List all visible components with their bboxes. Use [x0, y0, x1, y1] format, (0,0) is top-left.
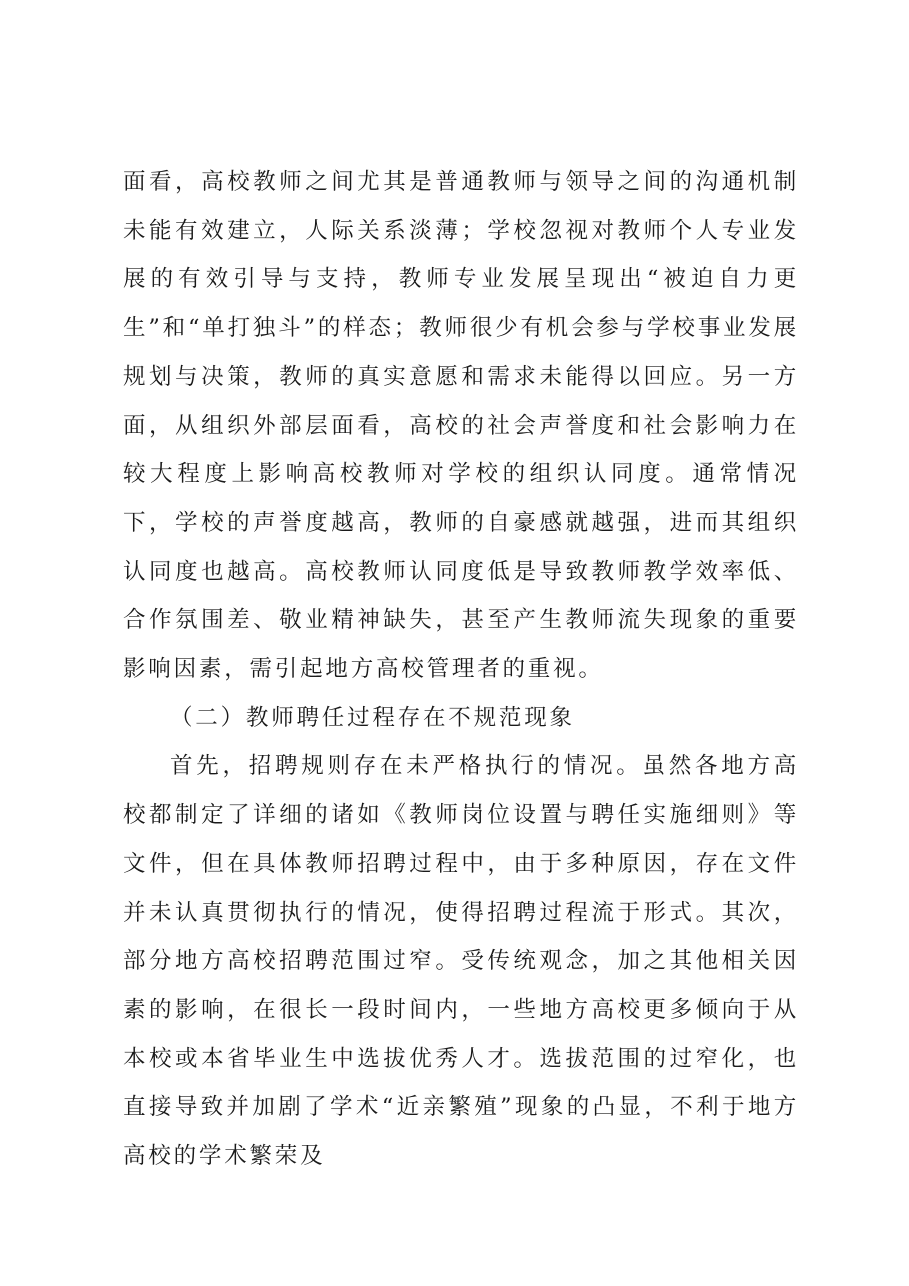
document-body: [123, 158, 799, 1181]
paragraph-recruitment: 首先，招聘规则存在未严格执行的情况。虽然各地方高校都制定了详细的诸如《教师岗位设置与聘任实施细则》等文件，但在具体教师招聘过程中，由于多种原因，存在文件并未认真贯彻执行的情况，使得招聘过程流于形式。其次，部分地方高校招聘范围过窄。受传统观念，加之其他相关因素的影响，在很长一段时间内，一些地方高校更多倾向于从本校或本省毕业生中选拔优秀人才。选拔范围的过窄化，也直接导致并加剧了学术“近亲繁殖”现象的凸显，不利于地方高校的学术繁荣及: [123, 753, 799, 1170]
paragraph-continuation: 面看，高校教师之间尤其是普通教师与领导之间的沟通机制未能有效建立，人际关系淡薄；学校忽视对教师个人专业发展的有效引导与支持，教师专业发展呈现出“被迫自力更生”和“单打独斗”的样态；教师很少有机会参与学校事业发展规划与决策，教师的真实意愿和需求未能得以回应。另一方面，从组织外部层面看，高校的社会声誉度和社会影响力在较大程度上影响高校教师对学校的组织认同度。通常情况下，学校的声誉度越高，教师的自豪感就越强，进而其组织认同度也越高。高校教师认同度低是导致教师教学效率低、合作氛围差、敬业精神缺失，甚至产生教师流失现象的重要影响因素，需引起地方高校管理者的重视。: [123, 169, 799, 683]
section-heading: （二）教师聘任过程存在不规范现象: [170, 704, 575, 731]
